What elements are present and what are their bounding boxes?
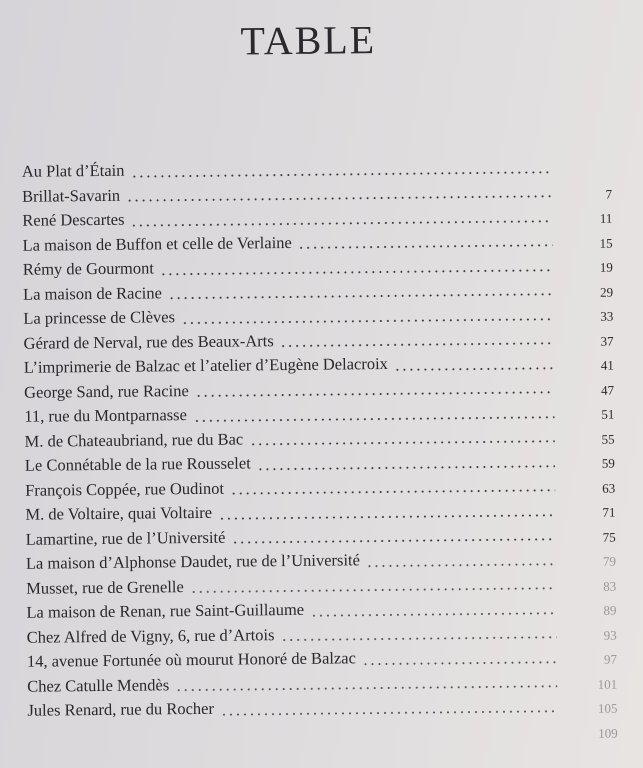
toc-page-number: 29 — [600, 284, 614, 300]
toc-page-number: 19 — [599, 259, 613, 275]
leader-dots — [394, 367, 554, 371]
toc-page-number: 75 — [602, 529, 616, 545]
toc-page-number: 11 — [599, 210, 613, 226]
leader-dots — [126, 195, 552, 201]
toc-page-number: 51 — [601, 406, 615, 422]
toc-page-number: 93 — [603, 627, 617, 643]
leader-dots — [366, 563, 556, 567]
toc-entry-title: Chez Catulle Mendès — [27, 674, 170, 696]
toc-page-number: 63 — [602, 480, 616, 496]
leader-dots — [131, 171, 552, 177]
toc-page-number: 7 — [605, 186, 613, 202]
leader-dots — [168, 293, 553, 299]
toc-entry-title: M. de Chateaubriand, rue du Bac — [24, 428, 244, 451]
toc-page-number: 15 — [599, 235, 613, 251]
leader-dots — [232, 538, 556, 543]
toc-entry-title: Jules Renard, rue du Rocher — [27, 698, 215, 720]
toc-entry-title: Chez Alfred de Vigny, 6, rue d’Artois — [26, 624, 275, 647]
toc-entry-title: M. de Voltaire, quai Voltaire — [25, 502, 213, 524]
toc-entry-title: 14, avenue Fortunée où mourut Honoré de Balzac — [26, 648, 356, 671]
leader-dots — [175, 685, 557, 691]
toc-page-number: 37 — [600, 333, 614, 349]
toc-page-number: 47 — [601, 382, 615, 398]
toc-page-number: 41 — [600, 357, 614, 373]
leader-dots — [230, 489, 555, 494]
leader-dots — [130, 220, 552, 226]
toc-page-number: 97 — [603, 651, 618, 667]
toc-entry-title: Musset, rue de Grenelle — [26, 576, 184, 598]
toc-entry-title: François Coppée, rue Oudinot — [25, 478, 225, 500]
toc-entry-title: Rémy de Gourmont — [22, 258, 154, 279]
toc-entry-title: La maison de Racine — [22, 282, 162, 304]
toc-page-number: 109 — [598, 725, 618, 741]
leader-dots — [250, 440, 555, 445]
toc-page-number: 79 — [602, 553, 616, 569]
toc-entry — [28, 717, 618, 748]
toc-entry-title: George Sand, rue Racine — [24, 380, 189, 402]
toc-entry-title: Lamartine, rue de l’Université — [25, 527, 226, 549]
leader-dots — [190, 587, 556, 593]
toc-entry-title: 11, rue du Montparnasse — [24, 405, 187, 426]
toc-page-number: 55 — [601, 431, 615, 447]
leader-dots — [362, 661, 557, 665]
leader-dots — [160, 269, 553, 275]
toc-entry-title: Brillat-Savarin — [21, 185, 121, 206]
toc-page-number: 83 — [603, 578, 617, 594]
page-title: TABLE — [240, 17, 377, 64]
toc-entry-title: Gérard de Nerval, rue des Beaux-Arts — [23, 330, 274, 353]
leader-dots — [218, 514, 555, 520]
toc-entry-title: Le Connétable de la rue Rousselet — [24, 453, 251, 475]
leader-dots — [257, 465, 555, 470]
leader-dots — [181, 318, 553, 324]
toc-entry-title: La maison de Buffon et celle de Verlaine — [22, 232, 292, 255]
table-of-contents — [22, 154, 618, 748]
toc-page-number: 89 — [603, 602, 617, 618]
toc-entry-title: L’imprimerie de Balzac et l’atelier d’Eugène Delacroix — [23, 353, 388, 377]
leader-dots — [195, 391, 554, 397]
toc-entry-title: La princesse de Clèves — [23, 307, 176, 328]
toc-entry-title: René Descartes — [22, 209, 125, 230]
leader-dots — [310, 612, 556, 617]
leader-dots — [280, 342, 554, 347]
toc-entry-title: Au Plat d’Étain — [21, 160, 125, 181]
leader-dots — [220, 710, 557, 716]
toc-page-number: 33 — [600, 308, 614, 324]
toc-page-number: 101 — [597, 676, 618, 692]
leader-dots — [281, 636, 557, 641]
toc-entry-title: La maison d’Alphonse Daudet, rue de l’Université — [25, 550, 361, 573]
toc-entry-title: La maison de Renan, rue Saint-Guillaume — [26, 599, 305, 622]
leader-dots — [193, 416, 554, 422]
leader-dots — [298, 244, 553, 249]
toc-page-number: 105 — [597, 700, 618, 716]
toc-page-number: 71 — [602, 504, 616, 520]
toc-page-number: 59 — [601, 455, 615, 471]
